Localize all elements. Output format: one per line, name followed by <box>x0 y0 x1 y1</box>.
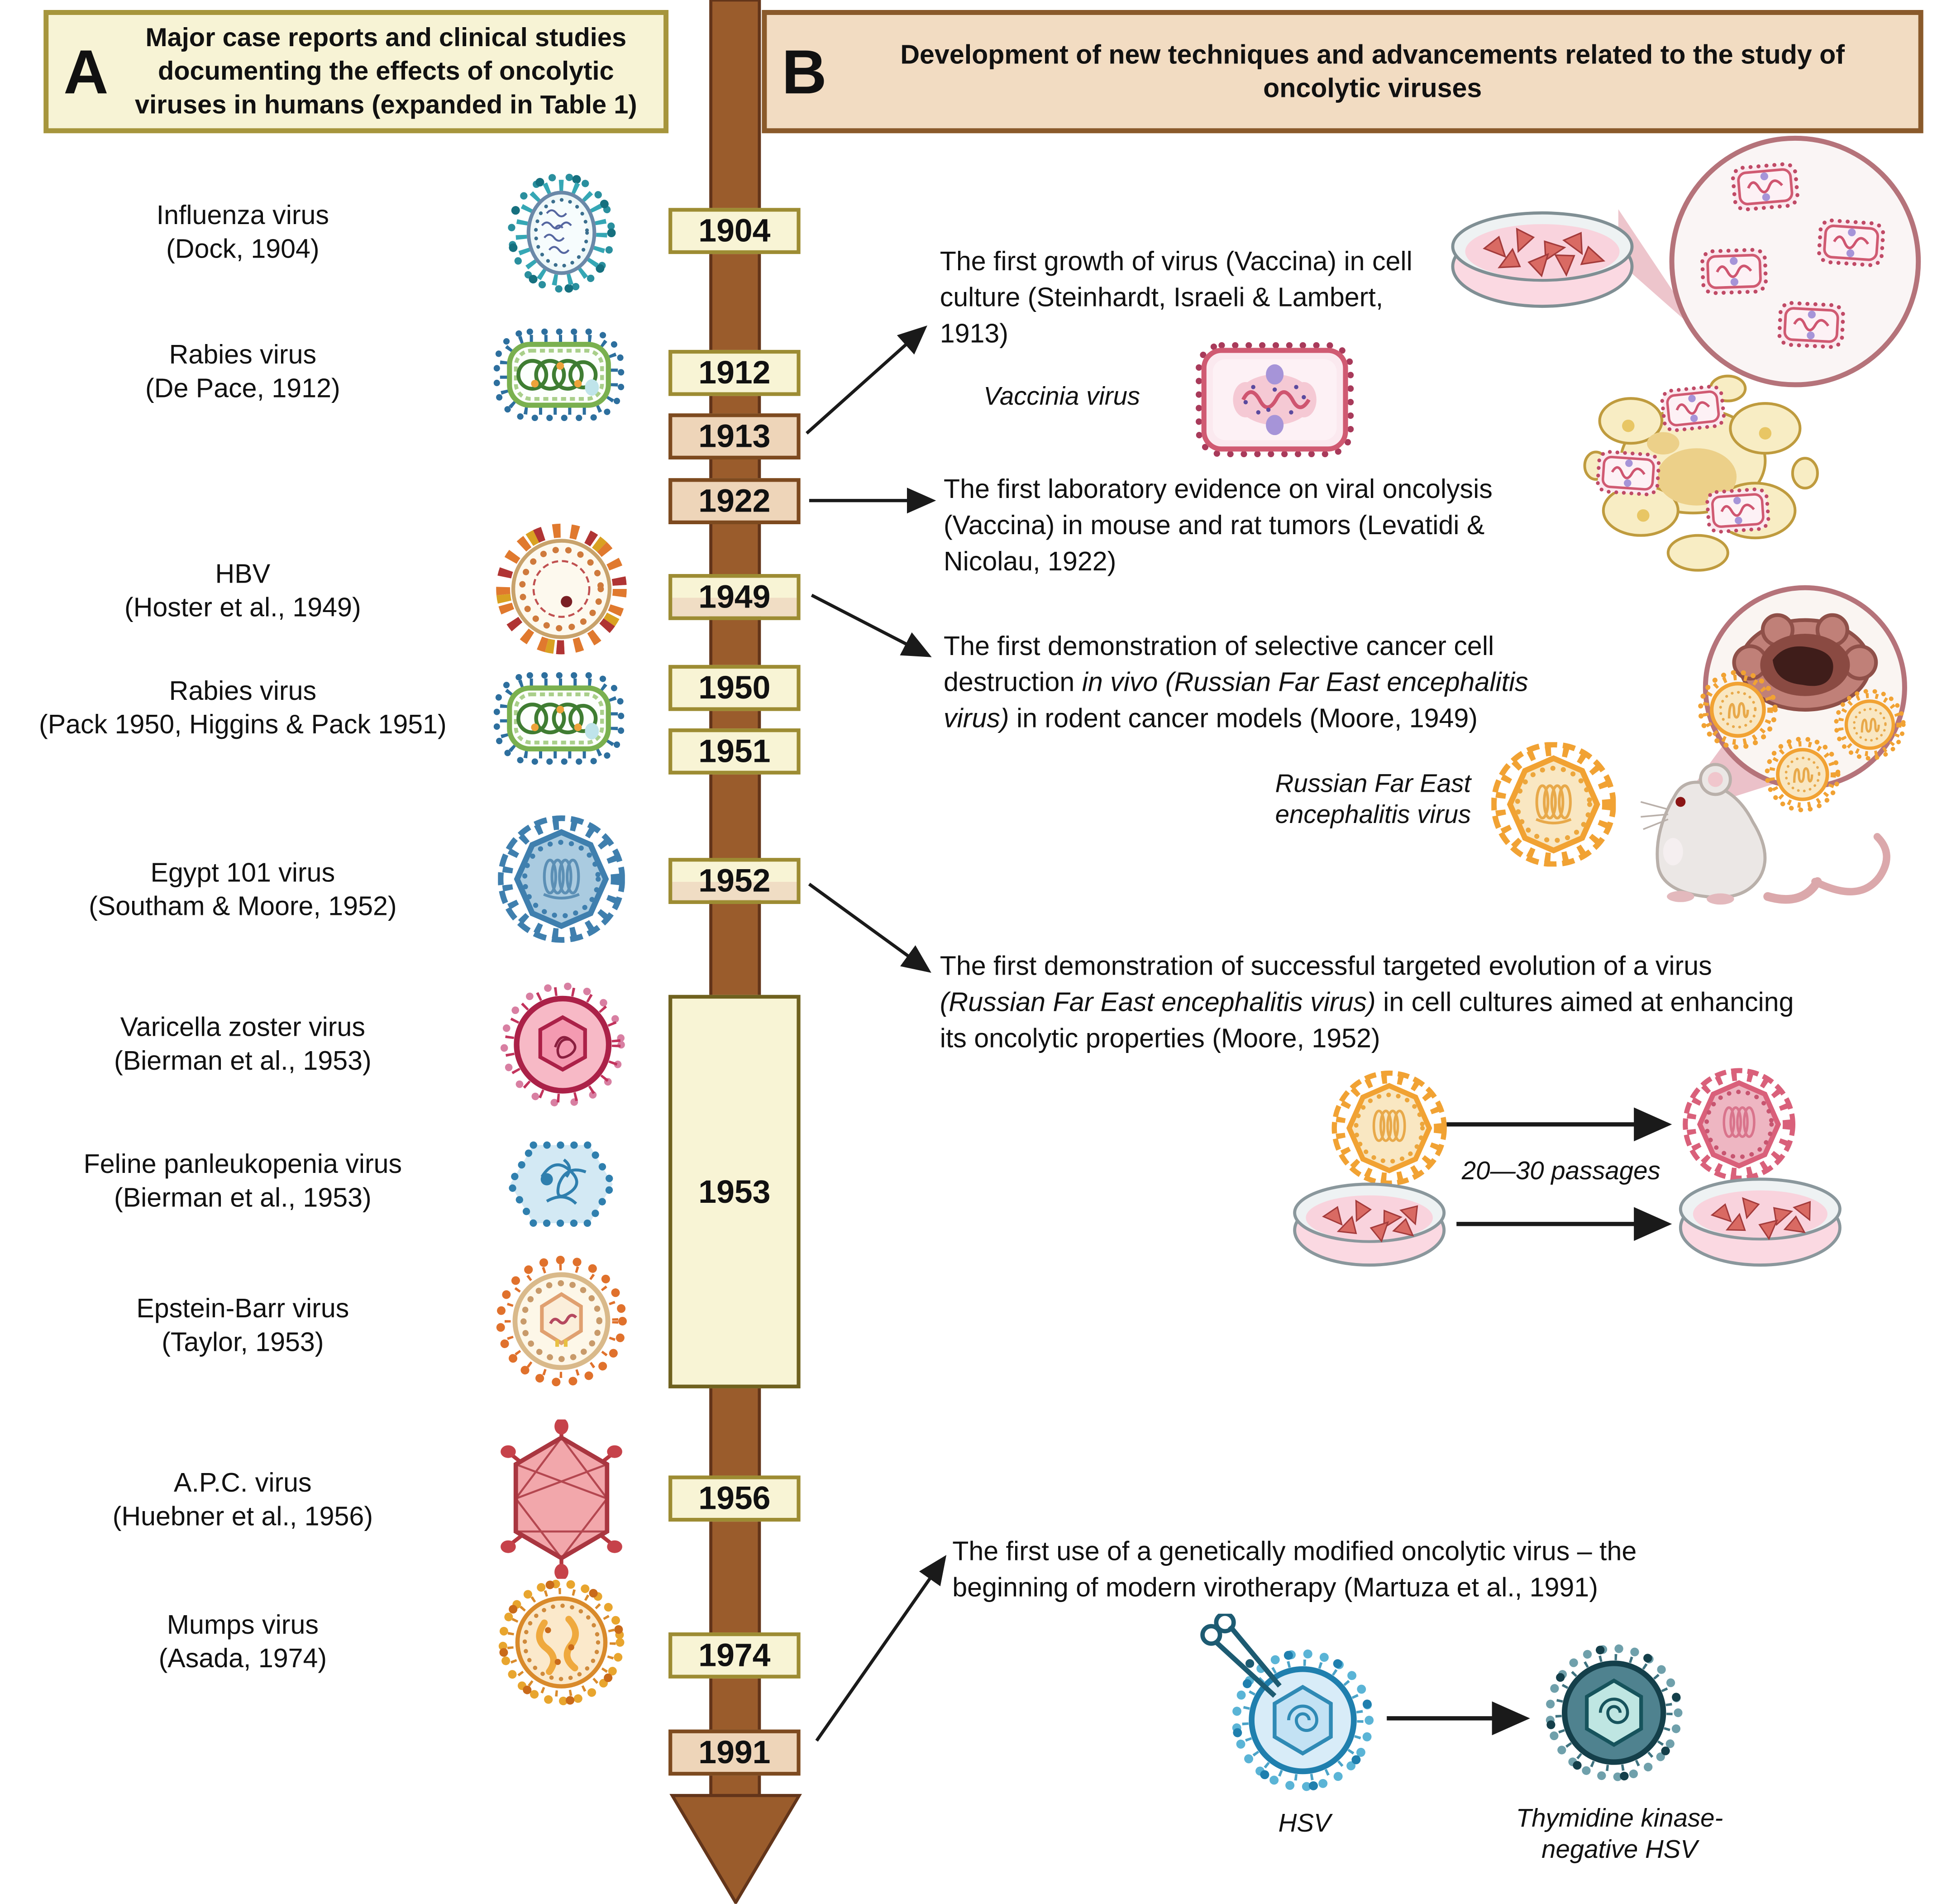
entry-mumps-name: Mumps virus <box>167 1610 319 1640</box>
entry-ebv <box>3 1292 483 1360</box>
arrow-1991 <box>816 1559 944 1741</box>
rabies-virus-icon <box>489 667 629 770</box>
year-box-1991: 1991 <box>668 1730 801 1776</box>
entry-ebv-name: Epstein-Barr virus <box>136 1293 349 1324</box>
entry-feline-name: Feline panleukopenia virus <box>83 1149 402 1179</box>
tk-negative-hsv-label-line2: negative HSV <box>1541 1835 1698 1864</box>
year-box-1922: 1922 <box>668 478 801 524</box>
entry-egypt-101 <box>3 856 483 924</box>
entry-hbv <box>3 558 483 625</box>
panel-a-letter: A <box>63 37 109 107</box>
event-1991-pre: The first use of a genetically modified oncolytic virus – the beginning of modern virotherapy (Martuza et al., 1991) <box>952 1536 1637 1603</box>
tk-negative-hsv-virus-icon <box>1544 1641 1686 1783</box>
rfe-virus-label <box>1255 768 1492 831</box>
rfe-virus-label-line1: Russian Far East <box>1275 769 1471 799</box>
rfe-virus-icon <box>1491 742 1616 866</box>
entry-rabies-1950-name: Rabies virus <box>169 676 317 706</box>
tk-negative-hsv-label <box>1481 1803 1758 1866</box>
vaccinia-virus-label: Vaccinia virus <box>983 382 1140 411</box>
event-1952-pre: The first demonstration of successful targeted evolution of a virus <box>940 951 1712 981</box>
rfe-virus-label-line2: encephalitis virus <box>1275 800 1471 829</box>
event-1949-text <box>944 629 1597 737</box>
entry-influenza <box>3 199 483 267</box>
event-1949-post: in rodent cancer models (Moore, 1949) <box>1009 703 1478 734</box>
entry-influenza-name: Influenza virus <box>156 200 329 230</box>
event-1922-text <box>944 472 1572 580</box>
year-box-1913: 1913 <box>668 413 801 459</box>
entry-apc-name: A.P.C. virus <box>174 1468 312 1498</box>
entry-rabies-1950-citation: (Pack 1950, Higgins & Pack 1951) <box>38 709 447 740</box>
event-1952-italic: (Russian Far East encephalitis virus) <box>940 987 1376 1018</box>
panel-b-header <box>762 10 1923 133</box>
year-box-1950: 1950 <box>668 665 801 711</box>
arrow-1913 <box>806 329 924 433</box>
year-box-1904: 1904 <box>668 208 801 254</box>
event-1949-pre: The first demonstration of selective cancer cell destruction <box>943 631 1494 698</box>
panel-a-header <box>43 10 668 133</box>
epstein-barr-virus-icon <box>496 1253 628 1390</box>
vaccinia-virus-icon <box>1193 339 1357 461</box>
scissors-icon <box>1198 1614 1295 1711</box>
entry-hbv-citation: (Hoster et al., 1949) <box>124 593 361 623</box>
varicella-zoster-virus-icon <box>498 979 627 1111</box>
event-1952-text <box>940 949 1799 1057</box>
entry-influenza-citation: (Dock, 1904) <box>166 234 320 264</box>
event-1949-italic: in vivo (Russian Far East encephalitis virus) <box>943 667 1528 734</box>
year-box-1956: 1956 <box>668 1475 801 1521</box>
entry-rabies-1950 <box>3 675 483 742</box>
entry-varicella <box>3 1011 483 1078</box>
panel-b-title: Development of new techniques and advancements related to the study of oncolytic viruses <box>900 39 1845 103</box>
hbv-virus-icon <box>493 521 630 658</box>
entry-ebv-citation: (Taylor, 1953) <box>162 1327 324 1358</box>
entry-apc-citation: (Huebner et al., 1956) <box>112 1502 373 1532</box>
tk-negative-hsv-label-line1: Thymidine kinase- <box>1516 1804 1723 1833</box>
event-1922-pre: The first laboratory evidence on viral oncolysis (Vaccina) in mouse and rat tumors (Levatidi & Nicolau, 1922) <box>943 474 1493 577</box>
arrow-1949 <box>811 595 927 655</box>
entry-rabies-1912 <box>3 339 483 406</box>
entry-varicella-name: Varicella zoster virus <box>120 1012 365 1043</box>
egypt-101-virus-icon <box>498 809 625 949</box>
event-1952-post: in cell cultures aimed at enhancing its oncolytic properties (Moore, 1952) <box>940 987 1794 1054</box>
entry-feline <box>3 1148 483 1215</box>
year-box-1974: 1974 <box>668 1632 801 1679</box>
event-1913-text <box>940 244 1431 352</box>
year-box-1949: 1949 <box>668 574 801 620</box>
event-1991-text <box>952 1534 1705 1607</box>
year-box-1912: 1912 <box>668 350 801 396</box>
panel-b-letter: B <box>782 37 827 107</box>
influenza-virus-icon <box>501 172 623 294</box>
mumps-virus-icon <box>498 1576 625 1708</box>
hsv-label: HSV <box>1278 1809 1331 1838</box>
entry-apc <box>3 1467 483 1534</box>
arrow-1952 <box>809 884 927 970</box>
year-box-1952: 1952 <box>668 858 801 904</box>
entry-rabies-1912-citation: (De Pace, 1912) <box>145 373 340 404</box>
entry-egypt-101-citation: (Southam & Moore, 1952) <box>89 891 397 922</box>
feline-panleukopenia-virus-icon <box>501 1121 623 1248</box>
event-1913-pre: The first growth of virus (Vaccina) in cell culture (Steinhardt, Israeli & Lambert, 1913) <box>940 246 1412 349</box>
panel-a-title: Major case reports and clinical studies documenting the effects of oncolytic viruses in humans (expanded in Table 1) <box>135 24 637 120</box>
rodent-tumor-illustration <box>1606 573 1942 921</box>
rabies-virus-icon <box>489 324 629 426</box>
entry-egypt-101-name: Egypt 101 virus <box>150 858 335 888</box>
entry-mumps <box>3 1609 483 1676</box>
entry-varicella-citation: (Bierman et al., 1953) <box>114 1046 372 1076</box>
year-box-1953: 1953 <box>668 995 801 1388</box>
year-box-1951: 1951 <box>668 728 801 775</box>
entry-mumps-citation: (Asada, 1974) <box>158 1643 327 1674</box>
entry-hbv-name: HBV <box>215 559 271 589</box>
entry-feline-citation: (Bierman et al., 1953) <box>114 1183 372 1213</box>
entry-rabies-1912-name: Rabies virus <box>169 340 317 370</box>
apc-virus-icon <box>491 1420 633 1579</box>
passages-label: 20—30 passages <box>1461 1157 1660 1186</box>
